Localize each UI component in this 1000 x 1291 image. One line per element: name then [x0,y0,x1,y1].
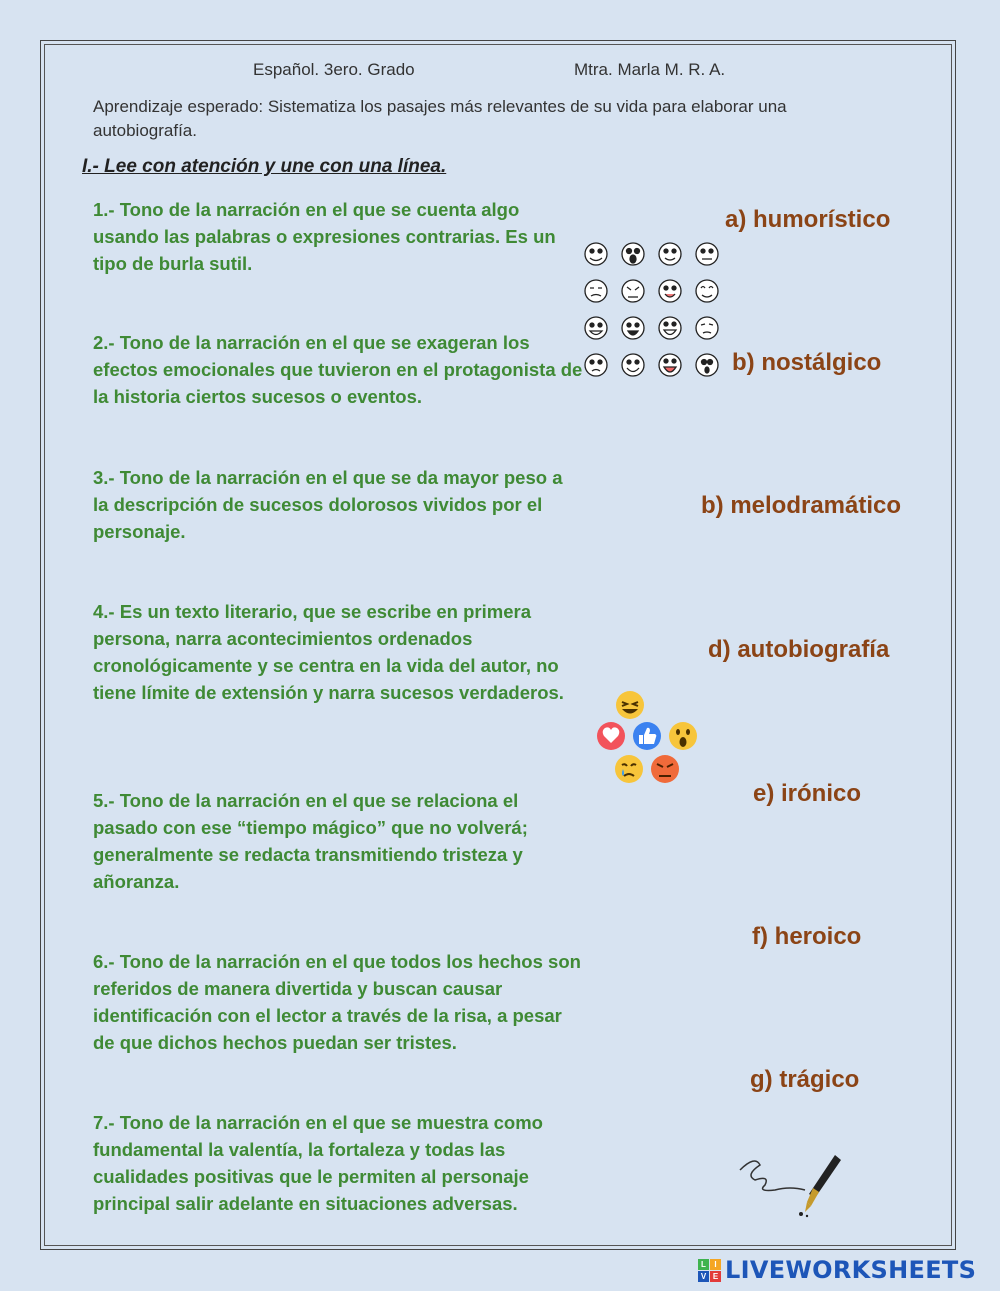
option-d-autobiografia[interactable]: d) autobiografía [708,636,890,663]
statement-4[interactable]: 4.- Es un texto literario, que se escribe en primera persona, narra acontecimientos ordenados cronológicamente y se centra en la vida del autor, no tiene límite de extensión y narra sucesos verdaderos. [93,601,564,703]
cartoon-faces-icon [580,238,730,388]
subject-label: Español. 3ero. Grado [253,60,415,79]
statement-2[interactable]: 2.- Tono de la narración en el que se exageran los efectos emocionales que tuvieron en el protagonista de la historia ciertos sucesos o eventos. [93,332,583,407]
statement-7[interactable]: 7.- Tono de la narración en el que se muestra como fundamental la valentía, la fortaleza y todas las cualidades positivas que le permiten al personaje principal salir adelante en situaciones adversas. [93,1112,543,1214]
statement-3[interactable]: 3.- Tono de la narración en el que se da mayor peso a la descripción de sucesos dolorosos vividos por el personaje. [93,467,563,542]
option-e-ironico[interactable]: e) irónico [753,780,862,807]
liveworksheets-brand [698,1255,976,1285]
option-f-heroico[interactable]: f) heroico [752,923,862,950]
option-b-nostalgico[interactable]: b) nostálgico [732,349,882,376]
statement-5[interactable]: 5.- Tono de la narración en el que se relaciona el pasado con ese “tiempo mágico” que no volverá; generalmente se redacta transmitiendo tristeza y añoranza. [93,790,528,892]
option-b-melodramatico[interactable]: b) melodramático [701,492,902,519]
instruction-heading: I.- Lee con atención y une con una línea. [82,156,447,177]
learning-objective: Aprendizaje esperado: Sistematiza los pasajes más relevantes de su vida para elaborar una autobiografía. [93,97,787,140]
fountain-pen-icon [735,1150,845,1220]
reaction-emojis-icon [594,690,702,786]
option-a-humoristico[interactable]: a) humorístico [725,206,891,233]
statement-1[interactable]: 1.- Tono de la narración en el que se cuenta algo usando las palabras o expresiones contrarias. Es un tipo de burla sutil. [93,199,556,274]
teacher-label: Mtra. Marla M. R. A. [574,60,726,79]
statement-6[interactable]: 6.- Tono de la narración en el que todos los hechos son referidos de manera divertida y buscan causar identificación con el lector a través de la risa, a pesar de que dichos hechos puedan ser tristes. [93,951,581,1053]
brand-name: LIVEWORKSHEETS [725,1256,977,1284]
option-g-tragico[interactable]: g) trágico [750,1066,860,1093]
liveworksheets-logo-icon: L I V E [698,1259,721,1282]
